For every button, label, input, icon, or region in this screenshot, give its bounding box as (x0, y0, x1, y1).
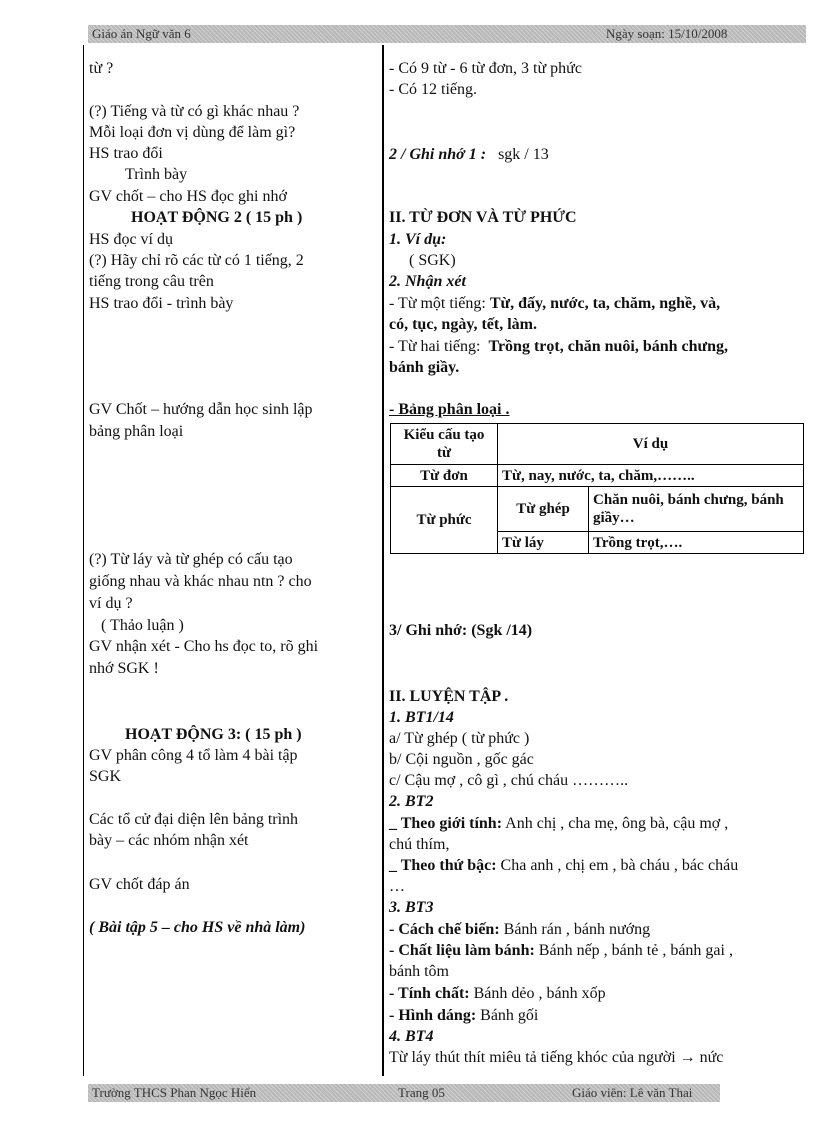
left-line: từ ? (89, 60, 114, 77)
right-line: - Từ một tiếng: (389, 295, 486, 312)
left-line: HS đọc ví dụ (89, 231, 173, 248)
right-line: ( SGK) (409, 252, 456, 269)
right-line: - Có 12 tiếng. (389, 81, 477, 98)
memo-ref: sgk / 13 (498, 146, 549, 163)
lesson-table (83, 45, 816, 1076)
question-text: tiếng trong câu trên (89, 273, 214, 290)
section-heading: II. LUYỆN TẬP . (389, 688, 509, 705)
table-cell: Từ đơn (391, 464, 498, 487)
right-line: b/ Cội nguồn , gốc gác (389, 751, 534, 768)
left-line: SGK (89, 768, 122, 785)
question-text: Mỗi loại đơn vị dùng để làm gì? (89, 124, 296, 141)
right-label: - Cách chế biến: (389, 921, 500, 938)
right-line: Cha anh , chị em , bà cháu , bác cháu (500, 857, 739, 874)
classification-table (390, 423, 804, 554)
left-line: GV chốt – cho HS đọc ghi nhớ (89, 188, 287, 205)
footer-school: Trường THCS Phan Ngọc Hiển (92, 1085, 257, 1100)
right-line: Bánh dẻo , bánh xốp (473, 985, 606, 1002)
right-label: _ Theo giới tính: (389, 815, 503, 832)
right-line: Bánh nếp , bánh tẻ , bánh gai , (538, 942, 733, 959)
subheading: 4. BT4 (389, 1028, 434, 1045)
table-cell: Từ, nay, nước, ta, chăm,…….. (498, 464, 804, 487)
right-line: a/ Từ ghép ( từ phức ) (389, 730, 530, 747)
table-left-border (83, 45, 84, 1076)
right-label: _ Theo thứ bậc: (389, 857, 497, 874)
left-line: bảng phân loại (89, 423, 184, 440)
column-divider (382, 45, 384, 1076)
table-header-cell: Kiểu cấu tạo từ (391, 424, 498, 465)
right-line: Bánh gối (480, 1007, 539, 1024)
question-text: (?) Từ láy và từ ghép có cấu tạo (89, 551, 293, 568)
right-line: Từ láy thút thít miêu tả tiếng khóc của người → nức (389, 1049, 724, 1066)
table-header-cell: Ví dụ (498, 424, 804, 465)
subheading: 2. Nhận xét (389, 273, 466, 290)
footer-teacher: Giáo viên: Lê văn Thai (572, 1085, 693, 1100)
left-line: bày – các nhóm nhận xét (89, 832, 249, 849)
question-text: ví dụ ? (89, 595, 133, 612)
activity-heading: HOẠT ĐỘNG 2 ( 15 ph ) (131, 209, 303, 226)
memo-label: 3/ Ghi nhớ: (Sgk /14) (389, 622, 533, 639)
left-line: HS trao đổi - trình bày (89, 295, 234, 312)
subheading: 1. BT1/14 (389, 709, 454, 726)
right-line: - Từ hai tiếng: (389, 338, 481, 355)
right-line: chú thím, (389, 836, 450, 853)
footer-page: Trang 05 (398, 1085, 445, 1100)
left-line: Các tổ cử đại diện lên bảng trình (89, 811, 299, 828)
left-line: GV phân công 4 tổ làm 4 bài tập (89, 747, 298, 764)
section-heading: II. TỪ ĐƠN VÀ TỪ PHỨC (389, 209, 577, 226)
example-words: Từ, đấy, nước, ta, chăm, nghề, và, (489, 295, 721, 312)
right-line: bánh tôm (389, 963, 449, 980)
right-label: - Chất liệu làm bánh: (389, 942, 535, 959)
page-footer (88, 1084, 720, 1102)
subheading: 3. BT3 (389, 899, 434, 916)
header-date: Ngày soạn: 15/10/2008 (606, 26, 728, 41)
memo-label: 2 / Ghi nhớ 1 : (389, 146, 487, 163)
example-words: bánh giầy. (389, 359, 460, 376)
table-cell: Trồng trọt,…. (589, 532, 804, 554)
right-line: … (389, 878, 405, 895)
right-line: Bánh rán , bánh nướng (503, 921, 651, 938)
header-left: Giáo án Ngữ văn 6 (92, 26, 191, 41)
page-header (88, 25, 806, 43)
right-label: - Hình dáng: (389, 1007, 477, 1024)
right-line: - Có 9 từ - 6 từ đơn, 3 từ phức (389, 60, 582, 77)
example-words: Trồng trọt, chăn nuôi, bánh chưng, (488, 338, 729, 355)
question-text: giống nhau và khác nhau ntn ? cho (89, 573, 312, 590)
activity-heading: HOẠT ĐỘNG 3: ( 15 ph ) (125, 726, 302, 743)
left-line: GV Chốt – hướng dẫn học sinh lập (89, 401, 313, 418)
table-caption: - Bảng phân loại . (389, 401, 510, 418)
right-line: c/ Cậu mợ , cô gì , chú cháu ……….. (389, 772, 629, 789)
left-line: nhớ SGK ! (89, 660, 159, 677)
left-line: ( Thảo luận ) (101, 617, 184, 634)
example-words: có, tục, ngày, tết, làm. (389, 316, 537, 333)
homework-note: ( Bài tập 5 – cho HS về nhà làm) (89, 919, 306, 936)
subheading: 2. BT2 (389, 793, 434, 810)
left-line: HS trao đổi (89, 145, 163, 162)
right-line: Anh chị , cha mẹ, ông bà, cậu mợ , (505, 815, 729, 832)
left-line: Trình bày (125, 166, 188, 183)
left-line: GV chốt đáp án (89, 876, 190, 893)
subheading: 1. Ví dụ: (389, 231, 447, 248)
table-cell: Chăn nuôi, bánh chưng, bánh giầy… (589, 487, 804, 532)
question-text: (?) Tiếng và từ có gì khác nhau ? (89, 103, 300, 120)
left-line: GV nhận xét - Cho hs đọc to, rõ ghi (89, 638, 319, 655)
question-text: (?) Hãy chỉ rõ các từ có 1 tiếng, 2 (89, 252, 304, 269)
right-label: - Tính chất: (389, 985, 470, 1002)
table-cell: Từ láy (498, 532, 589, 554)
table-cell: Từ ghép (498, 487, 589, 532)
table-cell: Từ phức (391, 487, 498, 554)
